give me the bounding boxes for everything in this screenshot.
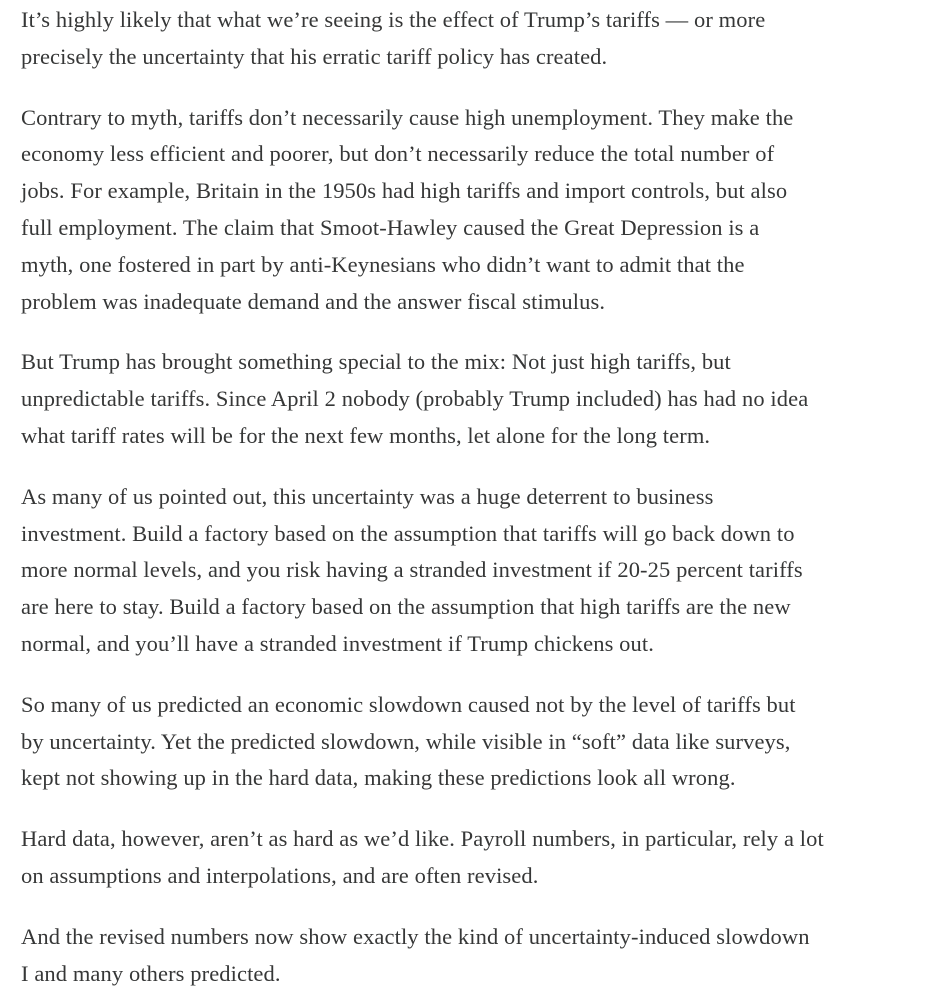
paragraph-1 — [21, 2, 936, 76]
paragraph-4 — [21, 479, 936, 663]
text-line: Hard data, however, aren’t as hard as we’d like. Payroll numbers, in particular, rely a lot — [21, 826, 824, 852]
text-line: myth, one fostered in part by anti-Keynesians who didn’t want to admit that the — [21, 251, 745, 277]
text-line: So many of us predicted an economic slowdown caused not by the level of tariffs but — [21, 691, 796, 717]
paragraph-3 — [21, 344, 936, 454]
text-line: investment. Build a factory based on the assumption that tariffs will go back down to — [21, 520, 795, 546]
paragraph-6 — [21, 821, 936, 895]
text-line: As many of us pointed out, this uncertainty was a huge deterrent to business — [21, 483, 714, 509]
text-line: normal, and you’ll have a stranded investment if Trump chickens out. — [21, 630, 654, 656]
text-line: more normal levels, and you risk having a stranded investment if 20-25 percent tariffs — [21, 557, 803, 583]
text-line: by uncertainty. Yet the predicted slowdown, while visible in “soft” data like surveys, — [21, 728, 791, 754]
text-line: are here to stay. Build a factory based on the assumption that high tariffs are the new — [21, 594, 791, 620]
paragraph-2 — [21, 100, 936, 321]
text-line: economy less efficient and poorer, but don’t necessarily reduce the total number of — [21, 141, 775, 167]
text-line: on assumptions and interpolations, and are often revised. — [21, 862, 539, 888]
text-line: full employment. The claim that Smoot-Hawley caused the Great Depression is a — [21, 214, 760, 240]
text-line: I and many others predicted. — [21, 960, 281, 986]
text-line: problem was inadequate demand and the answer fiscal stimulus. — [21, 288, 606, 314]
text-line: unpredictable tariffs. Since April 2 nobody (probably Trump included) has had no idea — [21, 386, 809, 412]
text-line: But Trump has brought something special to the mix: Not just high tariffs, but — [21, 349, 731, 375]
text-line: what tariff rates will be for the next few months, let alone for the long term. — [21, 422, 711, 448]
text-line: Contrary to myth, tariffs don’t necessarily cause high unemployment. They make the — [21, 104, 794, 130]
text-line: And the revised numbers now show exactly the kind of uncertainty-induced slowdown — [21, 923, 810, 949]
text-line: jobs. For example, Britain in the 1950s had high tariffs and import controls, but also — [21, 178, 788, 204]
paragraph-5 — [21, 687, 936, 797]
text-line: It’s highly likely that what we’re seeing is the effect of Trump’s tariffs — or more — [21, 7, 766, 32]
paragraph-7 — [21, 919, 936, 993]
text-line: kept not showing up in the hard data, making these predictions look all wrong. — [21, 765, 736, 791]
text-line: precisely the uncertainty that his erratic tariff policy has created. — [21, 43, 608, 69]
